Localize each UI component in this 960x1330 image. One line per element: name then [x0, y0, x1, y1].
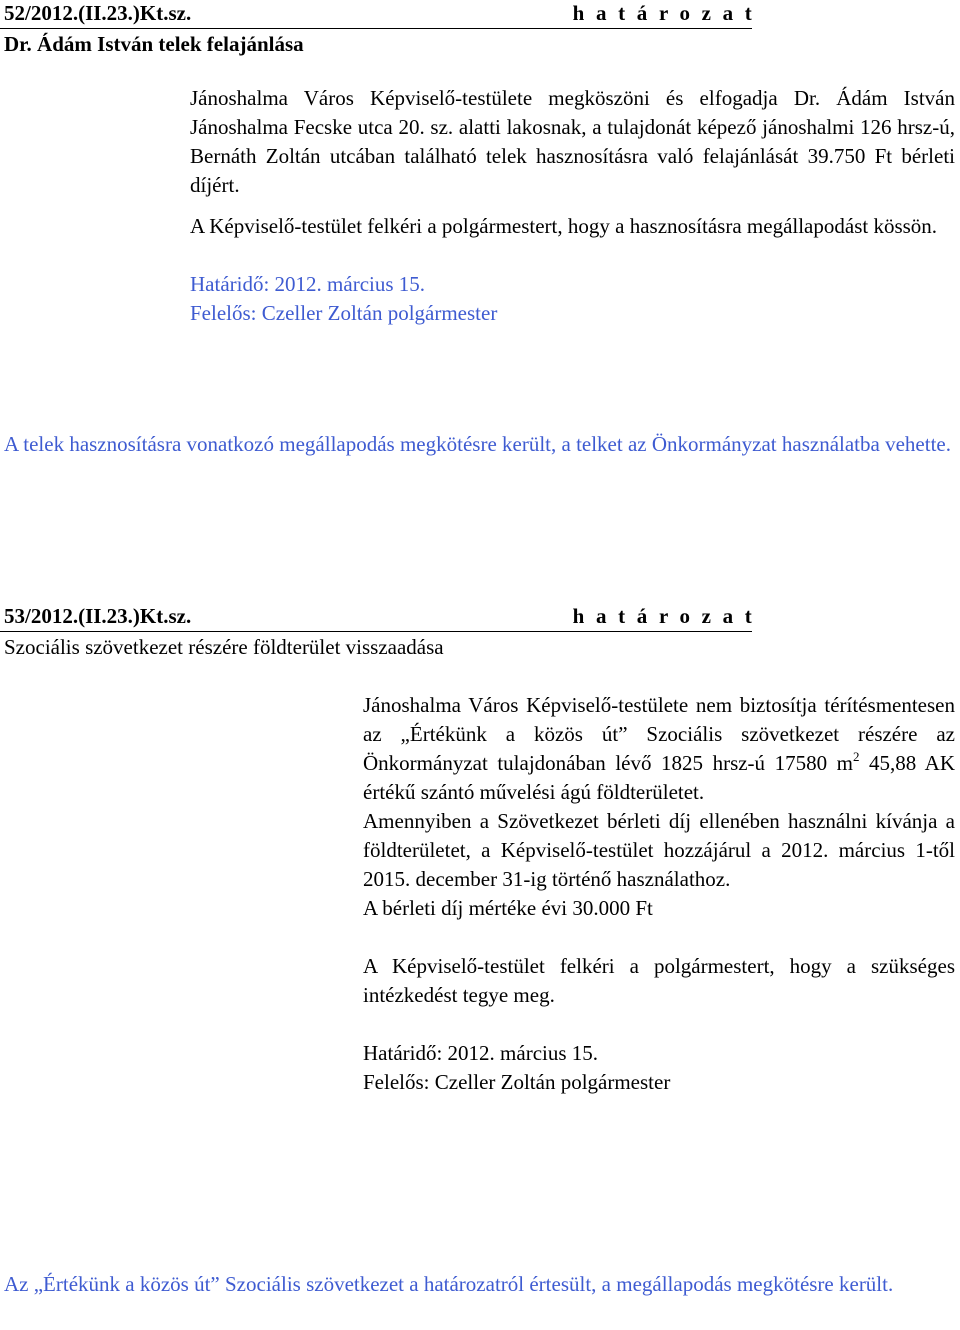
resolution-paragraph: A Képviselő-testület felkéri a polgármestert, hogy a szükséges intézkedést tegye meg.	[363, 954, 955, 1007]
resolution-52	[0, 0, 960, 456]
resolution-paragraph	[363, 691, 955, 807]
resolution-body	[190, 84, 955, 328]
implementation-note: Az „Értékünk a közös út” Szociális szövetkezet a határozatról értesült, a megállapodás megkötésre került.	[4, 1272, 894, 1296]
resolution-type-label: h a t á r o z a t	[572, 604, 755, 628]
paragraph-text: 45,88 AK értékű szántó művelési ágú földterületet.	[363, 751, 955, 804]
responsible: Felelős: Czeller Zoltán polgármester	[363, 1070, 671, 1094]
resolution-paragraph: A Képviselő-testület felkéri a polgármestert, hogy a hasznosításra megállapodást kössön.	[190, 214, 938, 238]
resolution-header	[0, 0, 755, 29]
implementation-note: A telek hasznosításra vonatkozó megállapodás megkötésre került, a telket az Önkormányzat használatba vehette.	[4, 432, 951, 456]
resolution-body	[363, 691, 955, 1097]
resolution-header	[0, 603, 755, 632]
resolution-title: Szociális szövetkezet részére földterület visszaadása	[4, 635, 444, 659]
resolution-number: 53/2012.(II.23.)Kt.sz.	[4, 604, 192, 628]
resolution-number: 52/2012.(II.23.)Kt.sz.	[4, 1, 192, 25]
deadline: Határidő: 2012. március 15.	[363, 1041, 599, 1065]
resolution-paragraph: A bérleti díj mértéke évi 30.000 Ft	[363, 896, 653, 920]
resolution-title: Dr. Ádám István telek felajánlása	[4, 32, 304, 56]
resolution-paragraph: Amennyiben a Szövetkezet bérleti díj ellenében használni kívánja a földterületet, a Képviselő-testület hozzájárul a 2012. március 1-től 2015. december 31-ig történő használathoz.	[363, 809, 955, 891]
resolution-53	[0, 603, 960, 1296]
paragraph-text: Jánoshalma Város Képviselő-testülete nem biztosítja térítésmentesen az „Értékünk a közös út” Szociális szövetkezet részére az Önkormányzat tulajdonában lévő 1825 hrsz-ú 17580 m	[363, 693, 955, 775]
resolution-type-label: h a t á r o z a t	[572, 1, 755, 25]
superscript: 2	[852, 749, 860, 764]
resolution-paragraph: Jánoshalma Város Képviselő-testülete megköszöni és elfogadja Dr. Ádám István Jánoshalma Fecske utca 20. sz. alatti lakosnak, a tulajdonát képező jánoshalmi 126 hrsz-ú, Bernáth Zoltán utcában található telek hasznosításra való felajánlását 39.750 Ft bérleti díjért.	[190, 86, 955, 197]
responsible: Felelős: Czeller Zoltán polgármester	[190, 301, 498, 325]
deadline: Határidő: 2012. március 15.	[190, 272, 426, 296]
